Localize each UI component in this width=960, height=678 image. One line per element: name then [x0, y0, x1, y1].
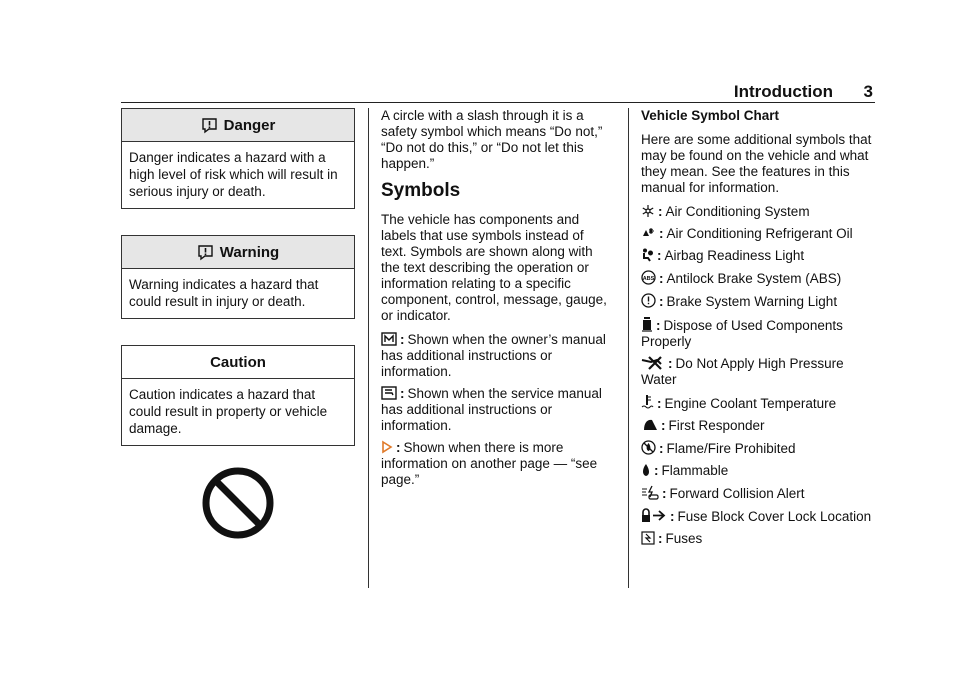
fuse-cover-lock-icon [641, 508, 667, 523]
caution-title: Caution [210, 353, 266, 371]
airbag-icon [641, 248, 654, 262]
symbol-item-page-reference: : Shown when there is more information on another page — “see page.” [381, 440, 598, 487]
prohibition-symbol-icon [200, 465, 276, 541]
chart-item-text: Antilock Brake System (ABS) [666, 271, 842, 286]
column-divider [368, 108, 369, 588]
alert-bubble-icon [197, 244, 214, 261]
chart-item-fuse-cover-lock: : Fuse Block Cover Lock Location [641, 508, 877, 525]
chart-item-fuse: : Fuses [641, 531, 877, 547]
fuse-icon [641, 531, 655, 545]
flammable-icon [641, 463, 651, 477]
chart-item-text: Fuses [665, 531, 703, 546]
column-right [641, 108, 877, 553]
caution-box [121, 345, 355, 446]
chart-item-coolant-temperature: : Engine Coolant Temperature [641, 394, 877, 412]
chart-item-forward-collision: : Forward Collision Alert [641, 485, 877, 502]
alert-bubble-icon [201, 117, 218, 134]
air-conditioning-icon [641, 204, 655, 218]
chart-item-no-pressure-water: : Do Not Apply High Pressure Water [641, 356, 844, 387]
danger-title: Danger [223, 116, 276, 134]
no-pressure-water-icon [641, 356, 665, 370]
no-flame-icon [641, 440, 656, 455]
brake-warning-icon [641, 293, 656, 308]
chart-item-text: Brake System Warning Light [666, 294, 838, 309]
caution-header [122, 346, 354, 379]
symbol-item-owner-manual: : Shown when the owner’s manual has additional instructions or information. [381, 332, 606, 379]
chart-item-text: Do Not Apply High Pressure Water [641, 356, 844, 387]
chart-item-text: Air Conditioning System [665, 204, 810, 219]
symbol-text: Shown when the owner’s manual has additional instructions or information. [381, 332, 606, 379]
symbols-description: The vehicle has components and labels that use symbols instead of text. Symbols are shown along with the text describing the operation or information relating to a specific component, control, message, gauge, or indicator. [381, 212, 607, 323]
chart-item-text: Flammable [661, 463, 729, 478]
first-responder-icon [641, 418, 658, 432]
column-divider [628, 108, 629, 588]
caution-text: Caution indicates a hazard that could result in property or vehicle damage. [129, 387, 328, 436]
warning-title: Warning [219, 243, 280, 261]
chart-item-first-responder: : First Responder [641, 418, 877, 434]
symbol-text: Shown when there is more information on another page — “see page.” [381, 440, 598, 487]
danger-box [121, 108, 355, 209]
chart-item-airbag: : Airbag Readiness Light [641, 248, 877, 264]
chart-item-abs: ABS : Antilock Brake System (ABS) [642, 271, 842, 286]
chart-item-text: Engine Coolant Temperature [664, 396, 837, 411]
chart-item-no-flame: : Flame/Fire Prohibited [641, 440, 877, 457]
dispose-icon [641, 316, 653, 332]
danger-header [122, 109, 354, 142]
chart-item-dispose: : Dispose of Used Components Properly [641, 318, 843, 349]
owner-manual-icon [381, 332, 397, 346]
prohibition-description: A circle with a slash through it is a safety symbol which means “Do not,” “Do not do this,” or “Do not let this happen.” [381, 108, 603, 171]
warning-box [121, 235, 355, 319]
chart-item-text: Dispose of Used Components Properly [641, 318, 843, 349]
forward-collision-icon [641, 485, 659, 500]
warning-header [122, 236, 354, 269]
chart-item-text: Fuse Block Cover Lock Location [677, 509, 872, 524]
svg-text:ABS: ABS [642, 276, 655, 282]
chart-item-brake-warning: : Brake System Warning Light [641, 293, 877, 310]
page-number: 3 [863, 82, 873, 101]
chart-item-flammable: : Flammable [641, 463, 877, 479]
danger-text: Danger indicates a hazard with a high level of risk which will result in serious injury or death. [129, 150, 338, 199]
chart-item-ac-refrigerant-oil: : Air Conditioning Refrigerant Oil [641, 226, 877, 242]
symbol-chart-title: Vehicle Symbol Chart [641, 108, 780, 123]
chart-item-text: Forward Collision Alert [669, 486, 805, 501]
abs-icon [641, 270, 656, 285]
symbol-item-service-manual: : Shown when the service manual has additional instructions or information. [381, 386, 602, 433]
column-left [121, 108, 355, 472]
symbol-chart-intro: Here are some additional symbols that may be found on the vehicle and what they mean. See the features in this manual for information. [641, 132, 872, 195]
service-manual-icon [381, 386, 397, 400]
warning-text: Warning indicates a hazard that could result in injury or death. [129, 277, 319, 309]
section-title: Introduction [733, 82, 833, 101]
symbols-heading: Symbols [381, 180, 461, 201]
chart-item-air-conditioning: : Air Conditioning System [641, 204, 877, 220]
coolant-temperature-icon [641, 394, 654, 410]
page-header [121, 82, 875, 103]
page-reference-icon [381, 440, 393, 454]
chart-item-text: Airbag Readiness Light [664, 248, 805, 263]
chart-item-text: First Responder [668, 418, 765, 433]
symbol-text: Shown when the service manual has additional instructions or information. [381, 386, 602, 433]
chart-item-text: Flame/Fire Prohibited [666, 441, 796, 456]
chart-item-text: Air Conditioning Refrigerant Oil [666, 226, 853, 241]
column-middle [381, 108, 609, 494]
ac-refrigerant-oil-icon [641, 226, 656, 240]
